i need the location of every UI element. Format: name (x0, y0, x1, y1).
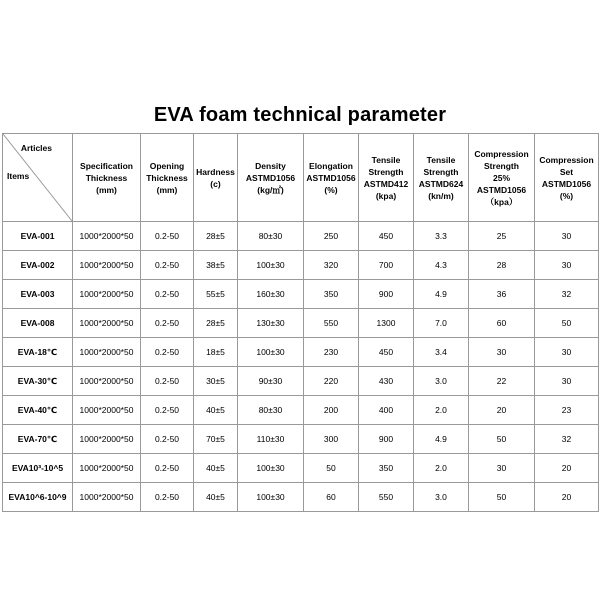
table-cell: 30 (469, 454, 535, 483)
table-cell: 22 (469, 367, 535, 396)
table-row (3, 338, 599, 367)
table-cell: 40±5 (194, 396, 238, 425)
table-cell: 1000*2000*50 (73, 367, 141, 396)
table-cell: 900 (359, 425, 414, 454)
table-cell: 0.2-50 (141, 454, 194, 483)
item-name-cell: EVA-003 (3, 280, 73, 309)
header-compression-strength: Compression Strength 25% ASTMD1056 （kpa） (469, 134, 535, 222)
table-cell: 0.2-50 (141, 396, 194, 425)
item-name-cell: EVA-008 (3, 309, 73, 338)
header-compression-set: Compression Set ASTMD1056 (%) (535, 134, 599, 222)
table-cell: 250 (304, 222, 359, 251)
table-cell: 2.0 (414, 396, 469, 425)
table-cell: 0.2-50 (141, 222, 194, 251)
table-cell: 90±30 (238, 367, 304, 396)
table-cell: 40±5 (194, 483, 238, 512)
table-cell: 550 (359, 483, 414, 512)
table-cell: 1300 (359, 309, 414, 338)
table-cell: 110±30 (238, 425, 304, 454)
header-density: Density ASTMD1056 (kg/㎡) (238, 134, 304, 222)
header-opening-thickness: Opening Thickness (mm) (141, 134, 194, 222)
item-name-cell: EVA-30℃ (3, 367, 73, 396)
table-cell: 100±30 (238, 454, 304, 483)
item-name-cell: EVA-001 (3, 222, 73, 251)
table-cell: 70±5 (194, 425, 238, 454)
table-cell: 1000*2000*50 (73, 309, 141, 338)
table-row (3, 425, 599, 454)
table-cell: 1000*2000*50 (73, 222, 141, 251)
table-cell: 20 (535, 454, 599, 483)
table-cell: 1000*2000*50 (73, 280, 141, 309)
table-cell: 50 (469, 425, 535, 454)
table-cell: 550 (304, 309, 359, 338)
table-cell: 30 (535, 338, 599, 367)
table-cell: 300 (304, 425, 359, 454)
table-cell: 36 (469, 280, 535, 309)
table-cell: 40±5 (194, 454, 238, 483)
table-cell: 160±30 (238, 280, 304, 309)
table-cell: 350 (359, 454, 414, 483)
table-cell: 0.2-50 (141, 280, 194, 309)
table-cell: 30 (535, 222, 599, 251)
table-cell: 50 (304, 454, 359, 483)
item-name-cell: EVA-70℃ (3, 425, 73, 454)
table-cell: 3.3 (414, 222, 469, 251)
table-cell: 32 (535, 280, 599, 309)
table-cell: 60 (469, 309, 535, 338)
table-cell: 0.2-50 (141, 425, 194, 454)
table-row (3, 309, 599, 338)
table-cell: 20 (469, 396, 535, 425)
table-cell: 50 (535, 309, 599, 338)
table-cell: 80±30 (238, 396, 304, 425)
item-name-cell: EVA-002 (3, 251, 73, 280)
corner-header-cell (3, 134, 73, 222)
table-cell: 3.0 (414, 367, 469, 396)
table-row (3, 222, 599, 251)
table-cell: 200 (304, 396, 359, 425)
table-cell: 20 (535, 483, 599, 512)
table-cell: 900 (359, 280, 414, 309)
table-cell: 55±5 (194, 280, 238, 309)
table-cell: 130±30 (238, 309, 304, 338)
table-cell: 4.3 (414, 251, 469, 280)
header-tensile-strength-kpa: Tensile Strength ASTMD412 (kpa) (359, 134, 414, 222)
table-cell: 100±30 (238, 251, 304, 280)
table-cell: 2.0 (414, 454, 469, 483)
table-cell: 0.2-50 (141, 338, 194, 367)
table-cell: 350 (304, 280, 359, 309)
table-cell: 700 (359, 251, 414, 280)
table-cell: 30±5 (194, 367, 238, 396)
table-cell: 450 (359, 338, 414, 367)
item-name-cell: EVA-18℃ (3, 338, 73, 367)
table-cell: 30 (469, 338, 535, 367)
table-cell: 320 (304, 251, 359, 280)
table-cell: 450 (359, 222, 414, 251)
table-cell: 28±5 (194, 309, 238, 338)
table-cell: 18±5 (194, 338, 238, 367)
table-cell: 28 (469, 251, 535, 280)
table-cell: 220 (304, 367, 359, 396)
table-cell: 0.2-50 (141, 367, 194, 396)
table-cell: 1000*2000*50 (73, 483, 141, 512)
table-row (3, 251, 599, 280)
table-row (3, 367, 599, 396)
table-row (3, 483, 599, 512)
table-cell: 28±5 (194, 222, 238, 251)
table-cell: 0.2-50 (141, 251, 194, 280)
page-title: EVA foam technical parameter (153, 104, 447, 126)
table-cell: 430 (359, 367, 414, 396)
table-cell: 60 (304, 483, 359, 512)
header-tensile-strength-knm: Tensile Strength ASTMD624 (kn/m) (414, 134, 469, 222)
table-cell: 32 (535, 425, 599, 454)
table-cell: 1000*2000*50 (73, 454, 141, 483)
table-cell: 50 (469, 483, 535, 512)
table-cell: 3.0 (414, 483, 469, 512)
table-row (3, 280, 599, 309)
table-cell: 0.2-50 (141, 483, 194, 512)
items-label: Items (7, 171, 30, 181)
header-hardness: Hardness (c) (194, 134, 238, 222)
table-cell: 1000*2000*50 (73, 338, 141, 367)
header-specification-thickness: Specification Thickness (mm) (73, 134, 141, 222)
item-name-cell: EVA10³-10^5 (3, 454, 73, 483)
table-cell: 30 (535, 251, 599, 280)
table-row (3, 396, 599, 425)
table-cell: 230 (304, 338, 359, 367)
parameter-table (2, 133, 599, 512)
table-cell: 1000*2000*50 (73, 251, 141, 280)
table-cell: 30 (535, 367, 599, 396)
table-cell: 100±30 (238, 338, 304, 367)
articles-label: Articles (20, 143, 52, 153)
table-row (3, 454, 599, 483)
table-cell: 400 (359, 396, 414, 425)
table-cell: 4.9 (414, 280, 469, 309)
header-row (3, 134, 599, 222)
table-cell: 4.9 (414, 425, 469, 454)
item-name-cell: EVA10^6-10^9 (3, 483, 73, 512)
table-cell: 1000*2000*50 (73, 396, 141, 425)
table-cell: 7.0 (414, 309, 469, 338)
table-cell: 38±5 (194, 251, 238, 280)
table-cell: 80±30 (238, 222, 304, 251)
table-cell: 0.2-50 (141, 309, 194, 338)
table-cell: 1000*2000*50 (73, 425, 141, 454)
table-cell: 23 (535, 396, 599, 425)
header-elongation: Elongation ASTMD1056 (%) (304, 134, 359, 222)
item-name-cell: EVA-40℃ (3, 396, 73, 425)
table-cell: 25 (469, 222, 535, 251)
table-cell: 3.4 (414, 338, 469, 367)
table-cell: 100±30 (238, 483, 304, 512)
